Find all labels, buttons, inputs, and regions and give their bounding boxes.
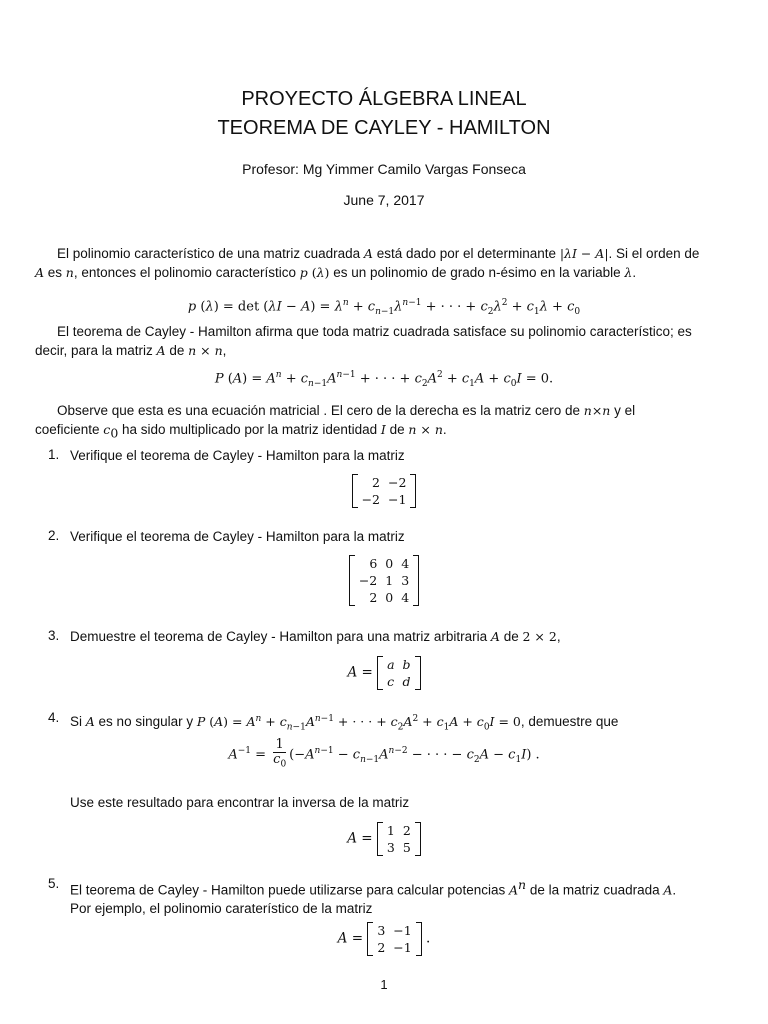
item-number: 4. [48, 710, 60, 725]
item-number: 3. [48, 628, 60, 643]
item-text: Verifique el teorema de Cayley - Hamilton para la matriz [70, 529, 405, 544]
item-number: 2. [48, 528, 60, 543]
item-text: El teorema de Cayley - Hamilton puede utilizarse para calcular potencias $A^n$ de la matriz cuadrada A. Por ejemplo, el polinomio caraterístico de la matriz [70, 877, 677, 916]
matrix-1: 2 −2 −2 −1 [0, 474, 768, 508]
item-4-followup: Use este resultado para encontrar la inversa de la matriz [70, 795, 410, 810]
cayley-hamilton-equation: P $(A) = A^n + c_{n-1}A^{n-1}$ + · · · + $c_2A^2 + c_1A + c_0I = 0$. [214, 370, 554, 389]
page-number: 1 [380, 977, 388, 992]
title-line-2: TEOREMA DE CAYLEY - HAMILTON [217, 117, 551, 139]
characteristic-polynomial-equation: p $(\lambda) = \det (\lambda I - A) = \lambda^n + c_{n-1}\lambda^{n-1}$ + · · · + $c_2\lambda^2 + c_1\lambda + c_0$ [187, 298, 581, 317]
item-number: 1. [48, 447, 60, 462]
intro-paragraph-1: El polinomio característico de una matriz cuadrada A está dado por el determinante |λI − A|. Si el orden de A es n, entonces el polinomio característico p (λ) es un polinomio de grado n-ésimo en la variable λ. [35, 246, 700, 280]
list-item-5 [0, 876, 768, 916]
item-text: Verifique el teorema de Cayley - Hamilton para la matriz [70, 448, 405, 463]
matrix-5: A = 3 −1 2 −1 . [337, 923, 431, 955]
list-item-2 [0, 528, 768, 548]
list-item-4 [0, 710, 768, 733]
item-text: Si A es no singular y P $(A) = A^n + c_{n-1}A^{n-1}$ + · · · + $c_2A^2 + c_1A + c_0I = 0$, demuestre que [70, 714, 619, 733]
matrix-4: A = 1 2 3 5 [0, 822, 768, 856]
inverse-formula: $A^{-1}$ = $\frac{1}{c_0}$ ($-A^{n-1} - c_{n-1}A^{n-2}$ − · · · − $c_2A - c_1I$) . [228, 737, 540, 770]
list-item-1 [0, 447, 768, 467]
matrix-3: A = a b c d [0, 656, 768, 690]
title-line-1: PROYECTO ÁLGEBRA LINEAL [241, 88, 527, 110]
matrix-2: 6 0 4 −2 1 3 2 0 4 [0, 555, 768, 606]
author: Profesor: Mg Yimmer Camilo Vargas Fonseca [242, 161, 526, 177]
intro-paragraph-3: Observe que esta es una ecuación matricial . El cero de la derecha es la matriz cero de n×n y el coeficiente $c_0$ ha sido multiplicado por la matriz identidad I de n × n. [35, 403, 636, 441]
intro-paragraph-2: El teorema de Cayley - Hamilton afirma que toda matriz cuadrada satisface su polinomio característico; es decir, para la matriz A de n × n, [35, 324, 692, 358]
item-number: 5. [48, 876, 60, 891]
date: June 7, 2017 [343, 192, 425, 208]
item-text: Demuestre el teorema de Cayley - Hamilton para una matriz arbitraria A de 2 × 2, [70, 629, 561, 644]
list-item-3 [0, 628, 768, 648]
